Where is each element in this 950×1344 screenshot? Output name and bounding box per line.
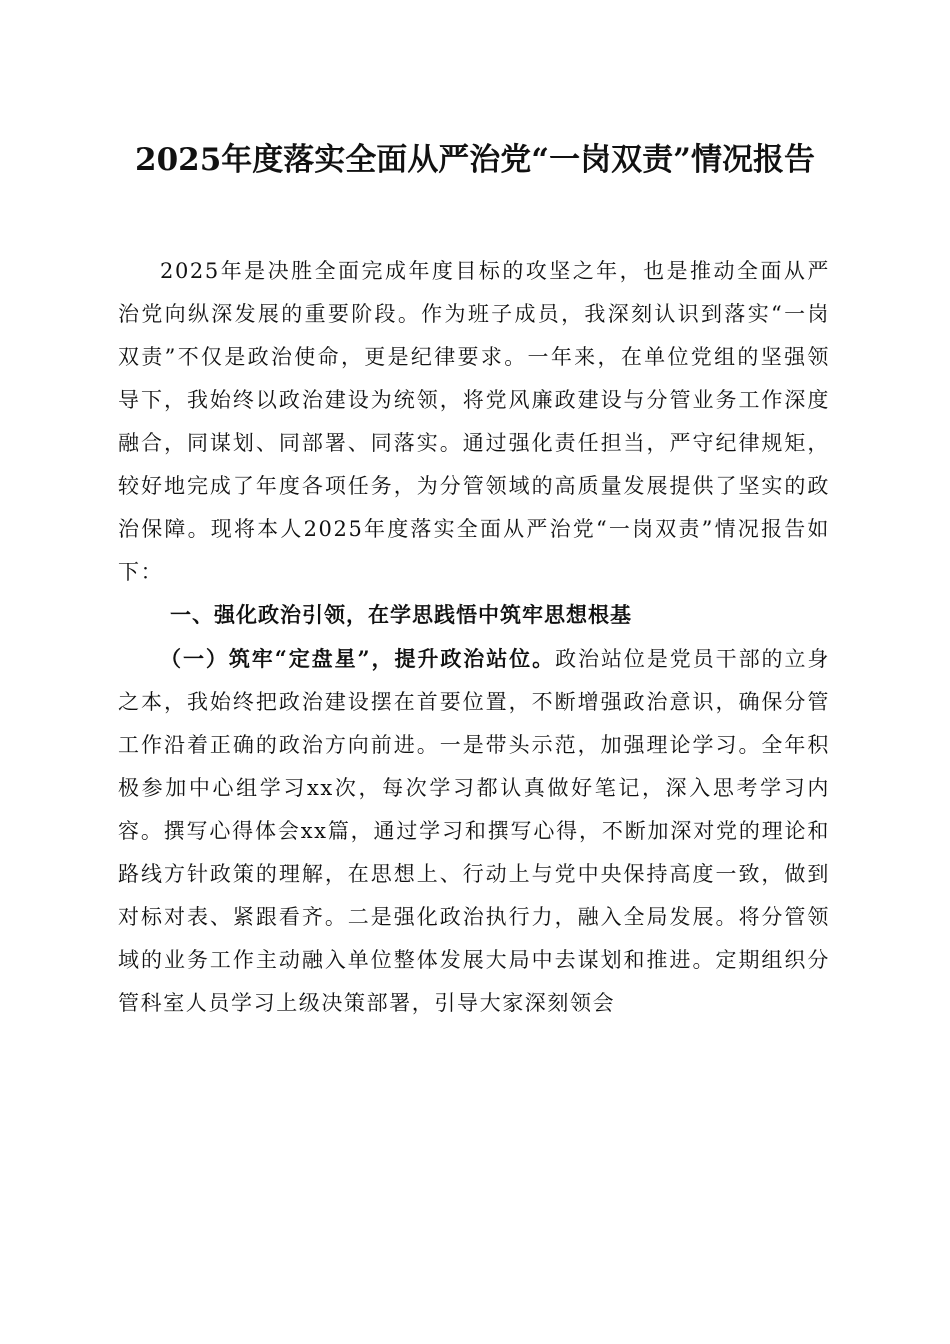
intro-paragraph: 2025年是决胜全面完成年度目标的攻坚之年，也是推动全面从严治党向纵深发展的重要阶段。作为班子成员，我深刻认识到落实“一岗双责”不仅是政治使命，更是纪律要求。一年来，在单位党组的坚强领导下，我始终以政治建设为统领，将党风廉政建设与分管业务工作深度融合，同谋划、同部署、同落实。通过强化责任担当，严守纪律规矩，较好地完成了年度各项任务，为分管领域的高质量发展提供了坚实的政治保障。现将本人2025年度落实全面从严治党“一岗双责”情况报告如下： [118,259,830,584]
section-heading-1: 一、强化政治引领，在学思践悟中筑牢思想根基 [170,603,632,627]
subsection-paragraph-1 [118,637,830,1025]
document-title: 2025年度落实全面从严治党“一岗双责”情况报告 [135,142,815,178]
document-body [118,250,830,1025]
subsection-lead-1: （一）筑牢“定盘星”，提升政治站位。 [160,646,556,671]
subsection-body-1: 政治站位是党员干部的立身之本，我始终把政治建设摆在首要位置，不断增强政治意识，确保分管工作沿着正确的政治方向前进。一是带头示范，加强理论学习。全年积极参加中心组学习xx次，每次学习都认真做好笔记，深入思考学习内容。撰写心得体会xx篇，通过学习和撰写心得，不断加深对党的理论和路线方针政策的理解，在思想上、行动上与党中央保持高度一致，做到对标对表、紧跟看齐。二是强化政治执行力，融入全局发展。将分管领域的业务工作主动融入单位整体发展大局中去谋划和推进。定期组织分管科室人员学习上级决策部署，引导大家深刻领会 [118,647,830,1015]
